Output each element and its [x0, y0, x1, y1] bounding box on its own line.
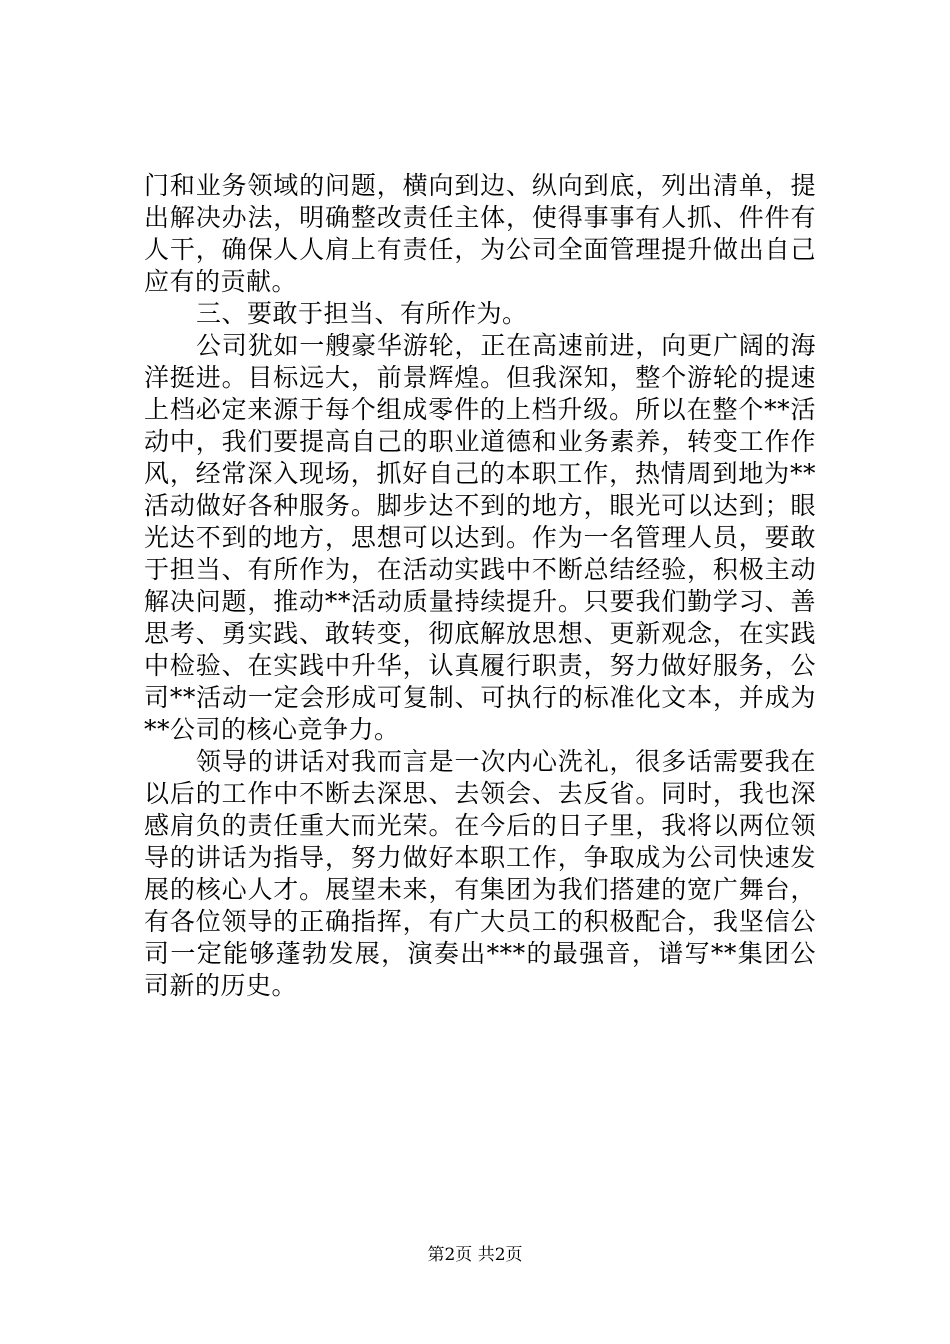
document-body — [144, 170, 816, 1002]
paragraph-body: 公司犹如一艘豪华游轮，正在高速前进，向更广阔的海洋挺进。目标远大，前景辉煌。但我深知，整个游轮的提速上档必定来源于每个组成零件的上档升级。所以在整个**活动中，我们要提高自己的职业道德和业务素养，转变工作作风，经常深入现场，抓好自己的本职工作，热情周到地为**活动做好各种服务。脚步达不到的地方，眼光可以达到；眼光达不到的地方，思想可以达到。作为一名管理人员，要敢于担当、有所作为，在活动实践中不断总结经验，积极主动解决问题，推动**活动质量持续提升。只要我们勤学习、善思考、勇实践、敢转变，彻底解放思想、更新观念，在实践中检验、在实践中升华，认真履行职责，努力做好服务，公司**活动一定会形成可复制、可执行的标准化文本，并成为**公司的核心竞争力。 — [144, 331, 816, 744]
section-heading: 三、要敢于担当、有所作为。 — [196, 299, 528, 328]
paragraph-continuation: 门和业务领域的问题，横向到边、纵向到底，列出清单，提出解决办法，明确整改责任主体，使得事事有人抓、件件有人干，确保人人肩上有责任，为公司全面管理提升做出自己应有的贡献。 — [144, 171, 816, 296]
paragraph-closing: 领导的讲话对我而言是一次内心洗礼，很多话需要我在以后的工作中不断去深思、去领会、去反省。同时，我也深感肩负的责任重大而光荣。在今后的日子里，我将以两位领导的讲话为指导，努力做好本职工作，争取成为公司快速发展的核心人才。展望未来，有集团为我们搭建的宽广舞台，有各位领导的正确指挥，有广大员工的积极配合，我坚信公司一定能够蓬勃发展，演奏出***的最强音，谱写**集团公司新的历史。 — [144, 747, 816, 1000]
page-number-footer: 第2页 共2页 — [427, 1245, 523, 1265]
